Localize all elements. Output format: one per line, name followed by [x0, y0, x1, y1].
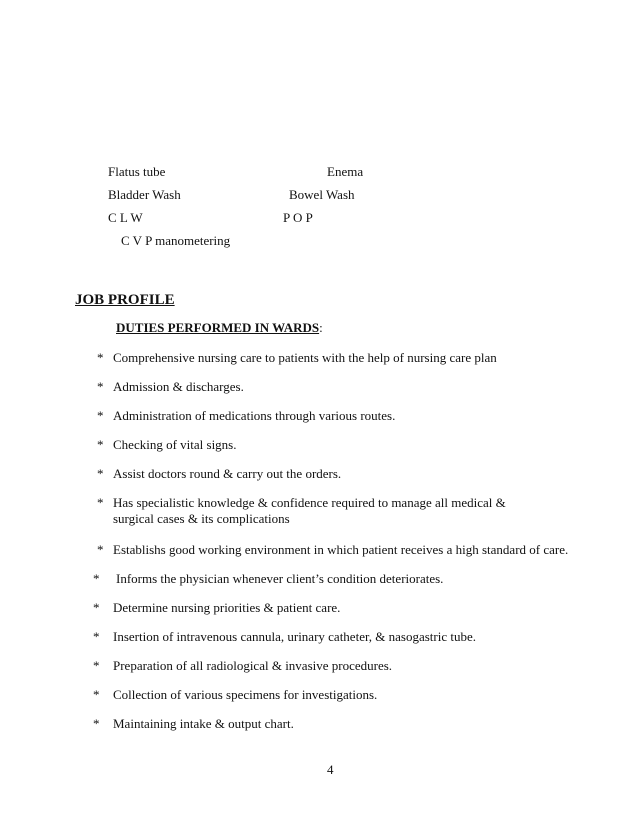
star-bullet-icon: * [97, 379, 104, 394]
star-bullet-icon: * [97, 437, 104, 452]
duty-item: Informs the physician whenever client’s condition deteriorates. [116, 571, 444, 586]
subheading-text: DUTIES PERFORMED IN WARDS [116, 320, 320, 335]
star-bullet-icon: * [93, 658, 100, 673]
star-bullet-icon: * [93, 629, 100, 644]
section-heading: JOB PROFILE [75, 292, 175, 308]
subheading-colon: : [319, 320, 323, 335]
star-bullet-icon: * [97, 408, 104, 423]
star-bullet-icon: * [97, 350, 104, 365]
star-bullet-icon: * [97, 542, 104, 557]
page-number: 4 [327, 762, 334, 777]
star-bullet-icon: * [93, 600, 100, 615]
star-bullet-icon: * [93, 571, 100, 586]
star-bullet-icon: * [97, 495, 104, 510]
procedure-item: P O P [283, 210, 313, 225]
procedure-item: C V P manometering [121, 233, 231, 248]
duty-item [113, 495, 506, 527]
duty-item: Administration of medications through various routes. [113, 408, 396, 423]
duty-item: Preparation of all radiological & invasive procedures. [113, 658, 393, 673]
star-bullet-icon: * [93, 716, 100, 731]
duty-item: Maintaining intake & output chart. [113, 716, 294, 731]
duty-item: Checking of vital signs. [113, 437, 237, 452]
duty-item: Comprehensive nursing care to patients with the help of nursing care plan [113, 350, 497, 365]
procedure-item: C L W [108, 210, 143, 225]
duty-item: Assist doctors round & carry out the orders. [113, 466, 342, 481]
procedure-item: Bowel Wash [289, 187, 355, 202]
duty-item: Establishs good working environment in which patient receives a high standard of care. [113, 542, 569, 557]
duty-item: Collection of various specimens for investigations. [113, 687, 378, 702]
duty-item: Determine nursing priorities & patient care. [113, 600, 341, 615]
star-bullet-icon: * [93, 687, 100, 702]
section-subheading [116, 320, 323, 336]
duty-line: Has specialistic knowledge & confidence required to manage all medical & [113, 495, 506, 510]
procedure-item: Flatus tube [108, 164, 166, 179]
procedure-item: Enema [327, 164, 364, 179]
star-bullet-icon: * [97, 466, 104, 481]
procedure-item: Bladder Wash [108, 187, 181, 202]
duty-item: Admission & discharges. [113, 379, 244, 394]
duty-item: Insertion of intravenous cannula, urinary catheter, & nasogastric tube. [113, 629, 476, 644]
duty-line: surgical cases & its complications [113, 511, 290, 526]
